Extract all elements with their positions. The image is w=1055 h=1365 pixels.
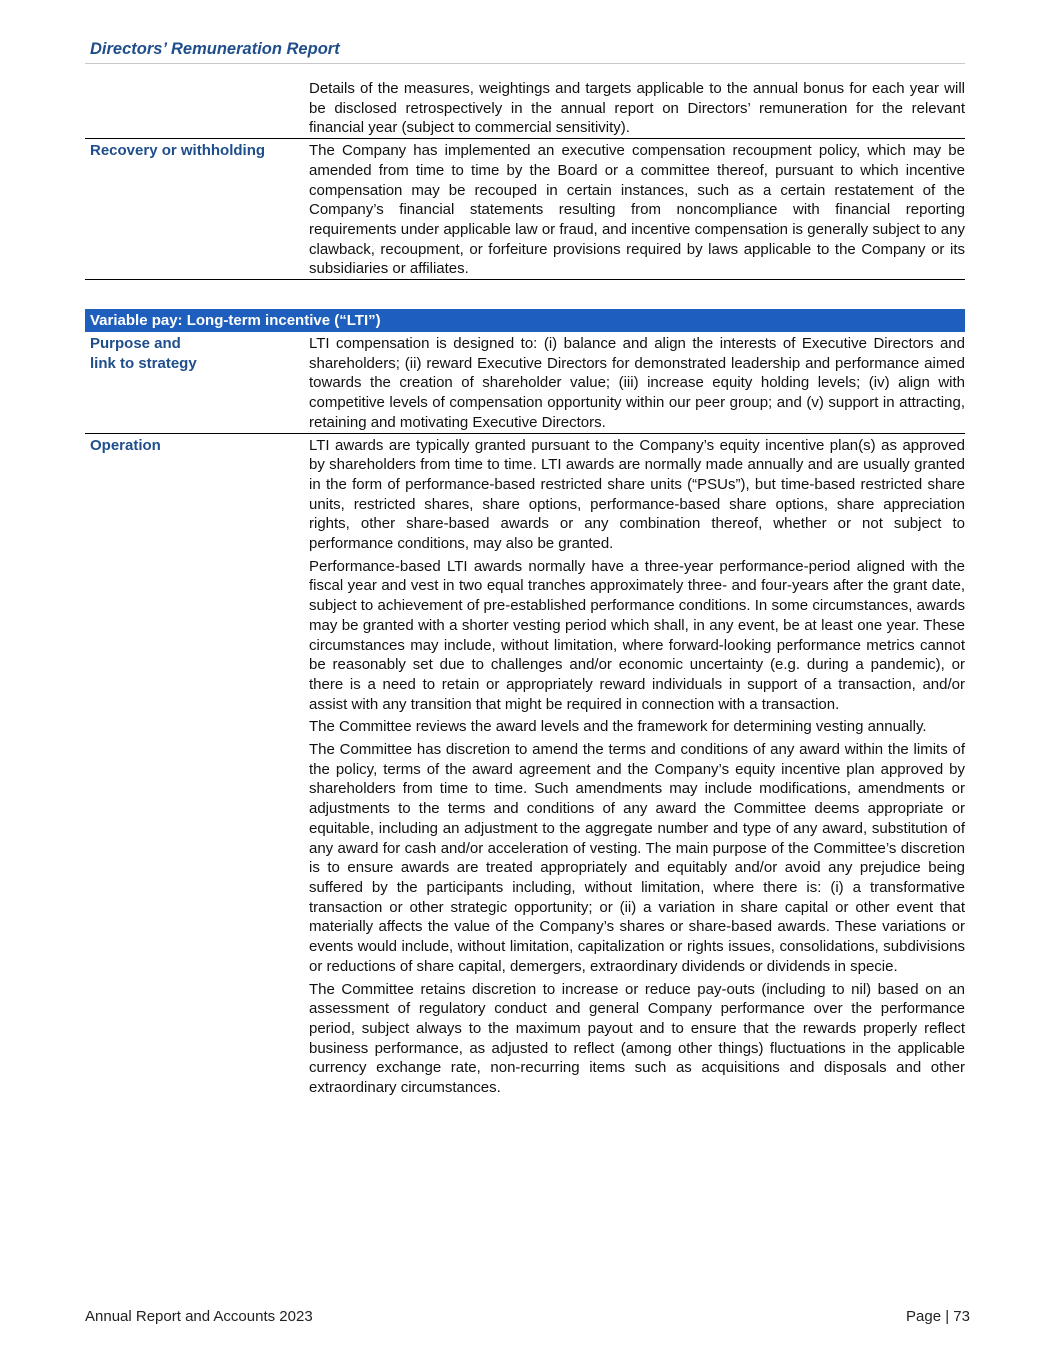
paragraph: Details of the measures, weightings and targets applicable to the annual bonus for each year will be disclosed retrospectively in the annual report on Directors’ remuneration for the relevant financial year (subject to commercial sensitivity).	[309, 80, 965, 137]
row-content	[303, 79, 965, 138]
row-content	[303, 332, 965, 433]
row-label-line: link to strategy	[90, 354, 197, 372]
table-row	[85, 332, 965, 434]
header-divider	[85, 63, 965, 64]
paragraph: The Committee reviews the award levels and the framework for determining vesting annually.	[309, 718, 927, 736]
paragraph: The Committee has discretion to amend the terms and conditions of any award within the limits of the policy, terms of the award agreement and the Company’s equity incentive plan approved by shareholders from time to time. Such amendments may include modifications, amendments or adjustments to the terms and conditions of any award the Committee deems appropriate or equitable, including an adjustment to the aggregate number and type of any award, substitution of any award for cash and/or acceleration of vesting. The main purpose of the Committee’s discretion is to ensure awards are treated appropriately and equitably and/or avoid any prejudice being suffered by the participants including, without limitation, where there is: (i) a transformative transaction or other strategic opportunity; or (ii) a variation in share capital or other event that materially affects the value of the Company’s shares or share-based awards. These variations or events would include, without limitation, capitalization or rights issues, consolidations, subdivisions or reductions of share capital, demergers, extraordinary dividends or dividends in specie.	[309, 741, 965, 975]
page-header-title: Directors’ Remuneration Report	[90, 40, 340, 58]
footer-report-title: Annual Report and Accounts 2023	[85, 1308, 313, 1325]
paragraph: LTI awards are typically granted pursuant to the Company’s equity incentive plan(s) as approved by shareholders from time to time. LTI awards are normally made annually and are usually granted in the form of performance-based restricted share units (“PSUs”), but time-based restricted share units, restricted shares, share options, performance-based share options, share appreciation rights, other share-based awards or any combination thereof, whether or not subject to performance conditions, may also be granted.	[309, 436, 965, 553]
table-row	[85, 139, 965, 280]
paragraph: LTI compensation is designed to: (i) balance and align the interests of Executive Directors and shareholders; (ii) reward Executive Directors for demonstrated leadership and performance aimed towards the creation of shareholder value; (iii) increase equity holding levels; (iv) align with competitive levels of compensation opportunity within our peer group; and (v) support in attracting, retaining and motivating Executive Directors.	[309, 335, 965, 431]
section-title-bar: Variable pay: Long-term incentive (“LTI”)	[85, 309, 965, 332]
paragraph: The Company has implemented an executive compensation recoupment policy, which may be amended from time to time by the Board or a committee thereof, pursuant to which incentive compensation may be recouped in certain instances, such as a certain restatement of the Company’s financial statements resulting from noncompliance with financial reporting requirements under applicable law or fraud, and incentive compensation is generally subject to any clawback, recoupment, or forfeiture provisions required by laws applicable to the Company or its subsidiaries or affiliates.	[309, 142, 965, 278]
row-label-recovery: Recovery or withholding	[90, 142, 266, 160]
lti-section	[85, 309, 965, 1098]
row-label-operation: Operation	[90, 436, 161, 454]
row-label	[85, 79, 303, 138]
row-label-line: Purpose and	[90, 335, 181, 352]
table-row	[85, 79, 965, 139]
row-content	[303, 434, 965, 1098]
row-content	[303, 139, 965, 279]
top-table	[85, 79, 965, 280]
paragraph: Performance-based LTI awards normally have a three-year performance-period aligned with the fiscal year and vest in two equal tranches approximately three- and four-years after the grant date, subject to achievement of pre-established performance conditions. In some circumstances, awards may be granted with a shorter vesting period which shall, in any event, be at least one year. These circumstances may include, without limitation, where forward-looking performance metrics cannot be reasonably set due to challenges and/or economic uncertainty (e.g. during a pandemic), or there is a need to retain or appropriately reward individuals in support of a transaction, and/or assist with any transition that might be required in connection with a transaction.	[309, 557, 965, 713]
row-label-purpose	[85, 332, 303, 433]
table-row	[85, 434, 965, 1098]
paragraph: The Committee retains discretion to increase or reduce pay-outs (including to nil) based on an assessment of regulatory conduct and general Company performance over the performance period, subject always to the maximum payout and to ensure that the rewards properly reflect business performance, as adjusted to reflect (among other things) fluctuations in the applicable currency exchange rate, non-recurring items such as acquisitions and disposals and other extraordinary circumstances.	[309, 980, 965, 1097]
footer-page-number: Page | 73	[906, 1308, 970, 1325]
